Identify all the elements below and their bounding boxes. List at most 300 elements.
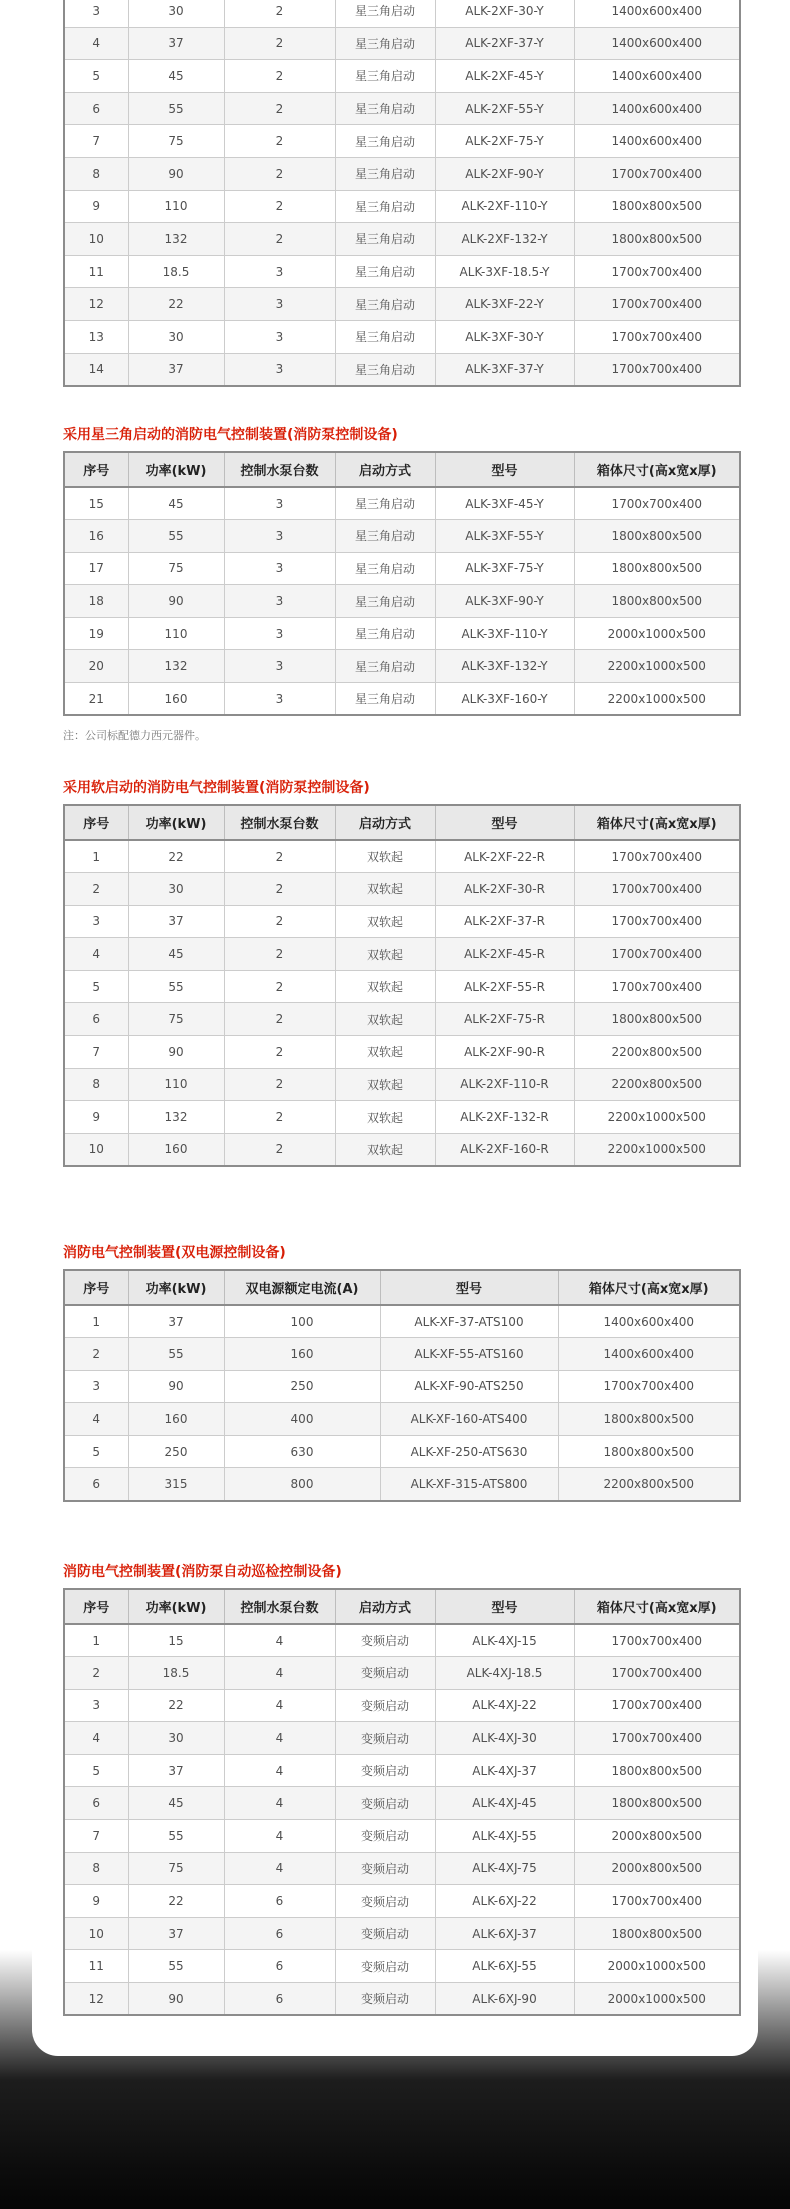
table-cell: 2000x800x500	[574, 1852, 740, 1885]
table-cell: 55	[128, 970, 224, 1003]
table-cell: 双软起	[335, 1068, 435, 1101]
table-cell: 15	[128, 1624, 224, 1657]
table-cell: 4	[64, 1403, 128, 1436]
table-cell: 6	[224, 1917, 335, 1950]
table-cell: 2	[224, 60, 335, 93]
table-row	[64, 1754, 740, 1787]
table-cell: 2	[224, 190, 335, 223]
column-header: 功率(kW)	[128, 1589, 224, 1624]
column-header: 控制水泵台数	[224, 805, 335, 840]
table-cell: 8	[64, 1068, 128, 1101]
table-cell: 7	[64, 125, 128, 158]
column-header: 启动方式	[335, 805, 435, 840]
column-header: 序号	[64, 452, 128, 487]
table-cell: 星三角启动	[335, 320, 435, 353]
table-cell: 2200x800x500	[574, 1068, 740, 1101]
section-title: 采用星三角启动的消防电气控制装置(消防泵控制设备)	[63, 427, 398, 443]
table-row	[64, 938, 740, 971]
table-cell: 1700x700x400	[574, 288, 740, 321]
table-cell: 1800x800x500	[558, 1403, 740, 1436]
table-cell: ALK-2XF-132-R	[435, 1101, 574, 1134]
table-row	[64, 1068, 740, 1101]
table-cell: ALK-3XF-45-Y	[435, 487, 574, 520]
table-cell: 变频启动	[335, 1983, 435, 2016]
table-cell: 1700x700x400	[574, 157, 740, 190]
table-cell: 1400x600x400	[574, 60, 740, 93]
table-cell: 1700x700x400	[574, 970, 740, 1003]
table-cell: 3	[64, 1689, 128, 1722]
column-header: 启动方式	[335, 1589, 435, 1624]
table-cell: 双软起	[335, 1036, 435, 1069]
table-cell: 2	[224, 1133, 335, 1166]
table-cell: ALK-3XF-90-Y	[435, 585, 574, 618]
table-cell: 110	[128, 617, 224, 650]
table-row	[64, 1036, 740, 1069]
table-cell: 变频启动	[335, 1722, 435, 1755]
table-row	[64, 1689, 740, 1722]
table-cell: 6	[224, 1950, 335, 1983]
table-cell: 变频启动	[335, 1689, 435, 1722]
table-cell: ALK-3XF-37-Y	[435, 353, 574, 386]
table-cell: 22	[128, 1689, 224, 1722]
table-cell: 变频启动	[335, 1820, 435, 1853]
table-header-row	[64, 805, 740, 840]
table-cell: 2000x1000x500	[574, 617, 740, 650]
table-row	[64, 353, 740, 386]
table-cell: 90	[128, 1983, 224, 2016]
table-cell: 星三角启动	[335, 520, 435, 553]
table-cell: 1700x700x400	[574, 1885, 740, 1918]
table-cell: 2200x1000x500	[574, 683, 740, 716]
table-cell: 1800x800x500	[574, 520, 740, 553]
table-cell: 1800x800x500	[574, 585, 740, 618]
table-cell: 1700x700x400	[574, 840, 740, 873]
table-cell: 2	[224, 1068, 335, 1101]
table-cell: 星三角启动	[335, 157, 435, 190]
content-card	[32, 0, 758, 2056]
column-header: 控制水泵台数	[224, 1589, 335, 1624]
table-cell: 45	[128, 487, 224, 520]
table-cell: 1700x700x400	[574, 487, 740, 520]
table-cell: 90	[128, 585, 224, 618]
table-cell: ALK-3XF-160-Y	[435, 683, 574, 716]
table-cell: ALK-2XF-30-R	[435, 873, 574, 906]
table-cell: ALK-4XJ-15	[435, 1624, 574, 1657]
table-cell: ALK-3XF-55-Y	[435, 520, 574, 553]
table-body	[64, 487, 740, 715]
table-cell: 45	[128, 1787, 224, 1820]
table-cell: 132	[128, 650, 224, 683]
table-cell: 星三角启动	[335, 125, 435, 158]
table-cell: ALK-2XF-110-R	[435, 1068, 574, 1101]
table-row	[64, 617, 740, 650]
table-cell: ALK-2XF-55-Y	[435, 92, 574, 125]
table-cell: 132	[128, 1101, 224, 1134]
table-row	[64, 487, 740, 520]
table-cell: 55	[128, 92, 224, 125]
table-cell: 1400x600x400	[574, 27, 740, 60]
table-cell: 800	[224, 1468, 380, 1501]
table-cell: 星三角启动	[335, 0, 435, 27]
table-row	[64, 585, 740, 618]
table-cell: 10	[64, 223, 128, 256]
table-cell: 1700x700x400	[574, 905, 740, 938]
table-cell: 2	[224, 0, 335, 27]
table-cell: 2	[64, 873, 128, 906]
table-cell: 90	[128, 1036, 224, 1069]
table-body	[64, 1305, 740, 1501]
table-cell: 3	[224, 320, 335, 353]
table-cell: 9	[64, 190, 128, 223]
table-cell: 星三角启动	[335, 487, 435, 520]
table-cell: 星三角启动	[335, 353, 435, 386]
table-cell: 1800x800x500	[574, 1754, 740, 1787]
table-row	[64, 157, 740, 190]
table-cell: 1700x700x400	[558, 1370, 740, 1403]
table-cell: 1700x700x400	[574, 1624, 740, 1657]
column-header: 箱体尺寸(高x宽x厚)	[558, 1270, 740, 1305]
column-header: 型号	[380, 1270, 558, 1305]
table-cell: 1	[64, 1624, 128, 1657]
table-cell: ALK-2XF-37-R	[435, 905, 574, 938]
column-header: 箱体尺寸(高x宽x厚)	[574, 1589, 740, 1624]
table-cell: 315	[128, 1468, 224, 1501]
table-cell: 4	[224, 1689, 335, 1722]
table-row	[64, 1722, 740, 1755]
column-header: 双电源额定电流(A)	[224, 1270, 380, 1305]
table-cell: 星三角启动	[335, 288, 435, 321]
table-row	[64, 1305, 740, 1338]
table-cell: 55	[128, 1950, 224, 1983]
table-row	[64, 1435, 740, 1468]
table-cell: 双软起	[335, 1101, 435, 1134]
table-row	[64, 125, 740, 158]
table-row	[64, 255, 740, 288]
table-cell: 1800x800x500	[574, 190, 740, 223]
table-cell: 14	[64, 353, 128, 386]
table-cell: ALK-6XJ-37	[435, 1917, 574, 1950]
table-cell: 45	[128, 938, 224, 971]
table-cell: 2	[224, 873, 335, 906]
table-row	[64, 1820, 740, 1853]
table-cell: 45	[128, 60, 224, 93]
table-cell: 3	[224, 353, 335, 386]
table-cell: 18.5	[128, 255, 224, 288]
table-row	[64, 1468, 740, 1501]
table-cell: 6	[224, 1885, 335, 1918]
table-row	[64, 1370, 740, 1403]
column-header: 序号	[64, 805, 128, 840]
table-cell: 4	[224, 1852, 335, 1885]
table-cell: 160	[128, 1133, 224, 1166]
table-cell: 55	[128, 520, 224, 553]
table-cell: 55	[128, 1338, 224, 1371]
table-cell: ALK-4XJ-18.5	[435, 1657, 574, 1690]
column-header: 序号	[64, 1589, 128, 1624]
table-cell: 8	[64, 157, 128, 190]
table-cell: ALK-XF-160-ATS400	[380, 1403, 558, 1436]
table-cell: 2	[64, 1657, 128, 1690]
table-cell: 2000x1000x500	[574, 1950, 740, 1983]
table-cell: 双软起	[335, 905, 435, 938]
table-cell: 星三角启动	[335, 60, 435, 93]
table-cell: 2200x1000x500	[574, 1101, 740, 1134]
table-cell: ALK-XF-250-ATS630	[380, 1435, 558, 1468]
table-cell: 4	[64, 1722, 128, 1755]
table-cell: 变频启动	[335, 1852, 435, 1885]
table-cell: 2	[224, 92, 335, 125]
table-cell: 30	[128, 873, 224, 906]
table-cell: 21	[64, 683, 128, 716]
table-cell: 3	[224, 288, 335, 321]
table-cell: ALK-3XF-132-Y	[435, 650, 574, 683]
table-cell: 2200x800x500	[574, 1036, 740, 1069]
column-header: 型号	[435, 1589, 574, 1624]
table-row	[64, 1787, 740, 1820]
section-title: 消防电气控制装置(消防泵自动巡检控制设备)	[63, 1564, 342, 1580]
table-cell: ALK-6XJ-55	[435, 1950, 574, 1983]
table-cell: ALK-2XF-30-Y	[435, 0, 574, 27]
table-cell: 3	[224, 650, 335, 683]
table-cell: 7	[64, 1820, 128, 1853]
table-cell: 1400x600x400	[558, 1338, 740, 1371]
column-header: 控制水泵台数	[224, 452, 335, 487]
table-cell: 2	[224, 840, 335, 873]
spec-table-star-delta	[63, 451, 741, 716]
table-body	[64, 0, 740, 386]
table-cell: 1400x600x400	[574, 125, 740, 158]
table-cell: 250	[128, 1435, 224, 1468]
table-cell: 3	[64, 905, 128, 938]
table-cell: 5	[64, 970, 128, 1003]
spec-table-dual-power	[63, 1269, 741, 1502]
table-row	[64, 288, 740, 321]
table-cell: 2	[224, 1003, 335, 1036]
table-row	[64, 905, 740, 938]
table-row	[64, 1403, 740, 1436]
table-cell: 10	[64, 1133, 128, 1166]
table-cell: 变频启动	[335, 1657, 435, 1690]
table-row	[64, 1133, 740, 1166]
table-cell: 星三角启动	[335, 255, 435, 288]
table-cell: ALK-2XF-160-R	[435, 1133, 574, 1166]
table-row	[64, 1338, 740, 1371]
table-cell: 37	[128, 27, 224, 60]
table-cell: ALK-XF-90-ATS250	[380, 1370, 558, 1403]
table-cell: 星三角启动	[335, 552, 435, 585]
table-cell: 9	[64, 1885, 128, 1918]
table-row	[64, 1983, 740, 2016]
table-cell: 2	[224, 1036, 335, 1069]
spec-table-soft-start	[63, 804, 741, 1167]
table-cell: ALK-6XJ-22	[435, 1885, 574, 1918]
table-header-row	[64, 1270, 740, 1305]
table-cell: 双软起	[335, 1133, 435, 1166]
table-cell: 双软起	[335, 840, 435, 873]
table-cell: 90	[128, 1370, 224, 1403]
table-cell: 55	[128, 1820, 224, 1853]
table-cell: 星三角启动	[335, 92, 435, 125]
table-cell: ALK-4XJ-75	[435, 1852, 574, 1885]
table-cell: 1800x800x500	[574, 1917, 740, 1950]
table-cell: 2	[224, 223, 335, 256]
table-cell: 双软起	[335, 873, 435, 906]
table-row	[64, 1003, 740, 1036]
column-header: 型号	[435, 452, 574, 487]
table-cell: 5	[64, 1435, 128, 1468]
footnote: 注：公司标配德力西元器件。	[63, 729, 206, 742]
table-cell: 1800x800x500	[574, 1003, 740, 1036]
table-cell: 2000x1000x500	[574, 1983, 740, 2016]
table-cell: ALK-3XF-30-Y	[435, 320, 574, 353]
table-cell: ALK-XF-55-ATS160	[380, 1338, 558, 1371]
table-row	[64, 0, 740, 27]
table-cell: 3	[224, 520, 335, 553]
table-cell: 2	[224, 157, 335, 190]
table-row	[64, 520, 740, 553]
table-cell: 37	[128, 1754, 224, 1787]
table-row	[64, 683, 740, 716]
table-cell: ALK-3XF-110-Y	[435, 617, 574, 650]
table-cell: 250	[224, 1370, 380, 1403]
table-cell: 星三角启动	[335, 650, 435, 683]
table-cell: 3	[224, 552, 335, 585]
table-cell: ALK-4XJ-22	[435, 1689, 574, 1722]
table-cell: 变频启动	[335, 1787, 435, 1820]
table-cell: ALK-2XF-45-Y	[435, 60, 574, 93]
table-cell: 2200x1000x500	[574, 1133, 740, 1166]
table-cell: 2	[224, 970, 335, 1003]
table-cell: 110	[128, 1068, 224, 1101]
column-header: 箱体尺寸(高x宽x厚)	[574, 452, 740, 487]
table-cell: 双软起	[335, 938, 435, 971]
table-cell: 37	[128, 1305, 224, 1338]
table-cell: ALK-4XJ-30	[435, 1722, 574, 1755]
table-cell: 4	[64, 938, 128, 971]
table-row	[64, 650, 740, 683]
table-body	[64, 1624, 740, 2015]
table-cell: 3	[224, 617, 335, 650]
table-row	[64, 840, 740, 873]
table-cell: ALK-3XF-22-Y	[435, 288, 574, 321]
table-cell: 2	[224, 27, 335, 60]
column-header: 功率(kW)	[128, 805, 224, 840]
table-cell: 22	[128, 1885, 224, 1918]
table-cell: 6	[64, 1787, 128, 1820]
table-cell: 1700x700x400	[574, 1657, 740, 1690]
table-cell: 160	[224, 1338, 380, 1371]
table-cell: 1700x700x400	[574, 938, 740, 971]
table-cell: 1700x700x400	[574, 255, 740, 288]
table-cell: 2000x800x500	[574, 1820, 740, 1853]
table-cell: 4	[224, 1624, 335, 1657]
table-row	[64, 223, 740, 256]
table-cell: 75	[128, 1852, 224, 1885]
table-cell: 1800x800x500	[574, 552, 740, 585]
table-cell: 星三角启动	[335, 683, 435, 716]
table-cell: 37	[128, 1917, 224, 1950]
table-cell: 20	[64, 650, 128, 683]
table-cell: 星三角启动	[335, 617, 435, 650]
table-cell: 6	[64, 1003, 128, 1036]
table-cell: 7	[64, 1036, 128, 1069]
table-row	[64, 1917, 740, 1950]
table-cell: 30	[128, 1722, 224, 1755]
table-row	[64, 320, 740, 353]
table-cell: 30	[128, 0, 224, 27]
column-header: 箱体尺寸(高x宽x厚)	[574, 805, 740, 840]
table-header-row	[64, 1589, 740, 1624]
table-cell: 4	[224, 1820, 335, 1853]
table-cell: 6	[64, 1468, 128, 1501]
table-cell: 星三角启动	[335, 27, 435, 60]
table-row	[64, 1624, 740, 1657]
table-row	[64, 970, 740, 1003]
table-cell: 4	[224, 1787, 335, 1820]
table-cell: ALK-2XF-90-R	[435, 1036, 574, 1069]
table-cell: 15	[64, 487, 128, 520]
table-cell: 1400x600x400	[574, 92, 740, 125]
table-cell: 11	[64, 255, 128, 288]
table-cell: ALK-2XF-55-R	[435, 970, 574, 1003]
table-header-row	[64, 452, 740, 487]
table-row	[64, 1885, 740, 1918]
table-cell: 30	[128, 320, 224, 353]
table-cell: 2	[64, 1338, 128, 1371]
section-title: 采用软启动的消防电气控制装置(消防泵控制设备)	[63, 780, 370, 796]
table-cell: 1700x700x400	[574, 320, 740, 353]
table-cell: 18.5	[128, 1657, 224, 1690]
column-header: 型号	[435, 805, 574, 840]
table-cell: ALK-3XF-18.5-Y	[435, 255, 574, 288]
table-cell: ALK-4XJ-37	[435, 1754, 574, 1787]
table-cell: 37	[128, 905, 224, 938]
table-cell: 5	[64, 60, 128, 93]
table-cell: 19	[64, 617, 128, 650]
table-cell: 22	[128, 840, 224, 873]
table-cell: 变频启动	[335, 1885, 435, 1918]
table-body	[64, 840, 740, 1166]
table-cell: 9	[64, 1101, 128, 1134]
table-cell: 10	[64, 1917, 128, 1950]
table-cell: ALK-2XF-37-Y	[435, 27, 574, 60]
table-cell: 2	[224, 125, 335, 158]
table-cell: ALK-2XF-75-R	[435, 1003, 574, 1036]
table-cell: 90	[128, 157, 224, 190]
table-row	[64, 92, 740, 125]
table-cell: ALK-2XF-75-Y	[435, 125, 574, 158]
table-row	[64, 552, 740, 585]
table-row	[64, 1101, 740, 1134]
table-cell: 5	[64, 1754, 128, 1787]
table-row	[64, 60, 740, 93]
table-cell: 2	[224, 938, 335, 971]
table-cell: 变频启动	[335, 1917, 435, 1950]
table-cell: 1400x600x400	[574, 0, 740, 27]
table-cell: ALK-2XF-22-R	[435, 840, 574, 873]
table-cell: 18	[64, 585, 128, 618]
table-cell: 37	[128, 353, 224, 386]
table-cell: 75	[128, 1003, 224, 1036]
table-row	[64, 1852, 740, 1885]
table-cell: ALK-4XJ-55	[435, 1820, 574, 1853]
table-cell: 星三角启动	[335, 223, 435, 256]
table-cell: 双软起	[335, 970, 435, 1003]
table-cell: 1800x800x500	[558, 1435, 740, 1468]
table-cell: 6	[224, 1983, 335, 2016]
table-cell: ALK-XF-37-ATS100	[380, 1305, 558, 1338]
table-cell: ALK-2XF-132-Y	[435, 223, 574, 256]
